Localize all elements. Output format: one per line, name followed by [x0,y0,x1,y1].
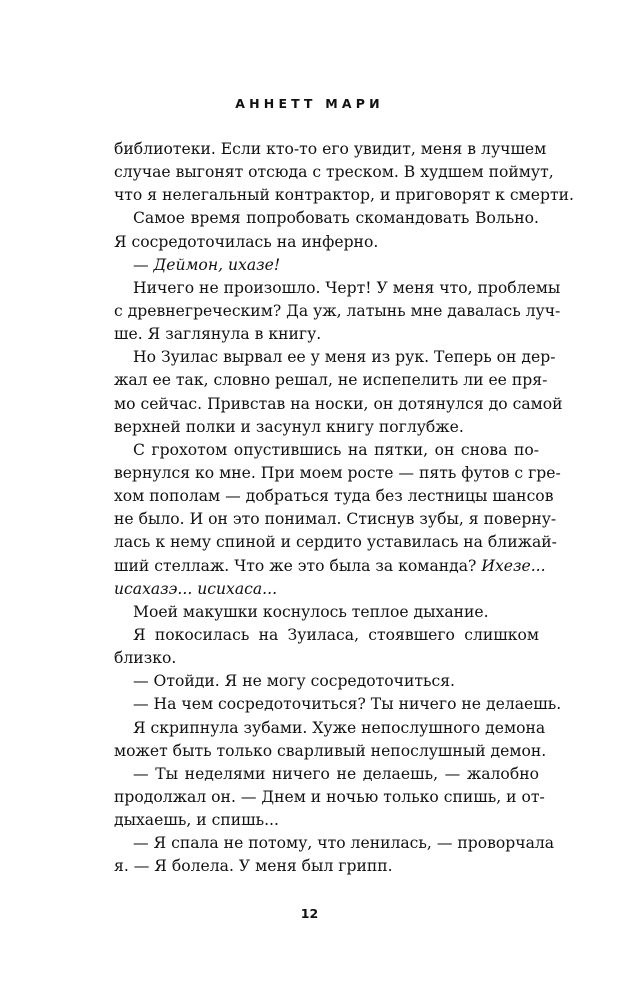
text-line: что я нелегальный контрактор, и приговорят к смерти. [114,186,574,205]
text-line: Ничего не произошло. Черт! У меня что, проблемы [133,278,561,297]
text-line: жал ее так, словно решал, не испепелить ли ее пря- [114,371,548,390]
text-line: — Я спала не потому, что ленилась, — проворчала [133,834,555,853]
text-line: Я сосредоточилась на инферно. [114,232,379,251]
text-line: Самое время попробовать скомандовать Вольно. [133,209,539,228]
text-line: дыхаешь, и спишь... [114,811,279,830]
text-line: Я покосилась на Зуиласа, стоявшего слишком [133,625,539,644]
text-line: Я скрипнула зубами. Хуже непослушного демона [133,718,546,737]
text-line: верхней полки и засунул книгу поглубже. [114,417,464,436]
text-line: С грохотом опустившись на пятки, он снова по- [133,440,539,459]
text-line: Моей макушки коснулось теплое дыхание. [133,602,489,621]
text-line: мо сейчас. Привстав на носки, он дотянулся до самой [114,394,563,413]
text-line: хом пополам — добраться туда без лестницы шансов [114,487,554,506]
text-line: близко. [114,649,177,668]
text-line: — Отойди. Я не могу сосредоточиться. [133,672,456,691]
text-line: — На чем сосредоточиться? Ты ничего не делаешь. [133,695,562,714]
text-line: я. — Я болела. У меня был грипп. [114,857,393,876]
text-line: вернулся ко мне. При моем росте — пять футов с гре- [114,463,561,482]
page-number: 12 [300,906,319,921]
text-line: с древнегреческим? Да уж, латынь мне давалась луч- [114,301,561,320]
text-line: ше. Я заглянула в книгу. [114,325,322,344]
text-line: может быть только сварливый непослушный демон. [114,741,547,760]
running-head: АННЕТТ МАРИ [235,96,384,111]
text-line: — Деймон, ихазе! [133,255,281,274]
text-line: библиотеки. Если кто-то его увидит, меня в лучшем [114,140,547,158]
text-line: случае выгонят отсюда с треском. В худшем поймут, [114,163,554,182]
text-line: лась к нему спиной и сердито уставилась на ближай- [114,533,557,552]
text-line: продолжал он. — Днем и ночью только спишь, и от- [114,787,545,806]
text-line: не было. И он это понимал. Стиснув зубы, я поверну- [114,510,557,529]
text-line: ший стеллаж. Что же это была за команда? Ихезе... [114,556,546,575]
body-text [114,138,574,879]
text-line: исахазэ... исихаса... [114,579,278,598]
text-line: — Ты неделями ничего не делаешь, — жалобно [133,764,539,783]
text-line: Но Зуилас вырвал ее у меня из рук. Теперь он дер- [133,348,556,367]
